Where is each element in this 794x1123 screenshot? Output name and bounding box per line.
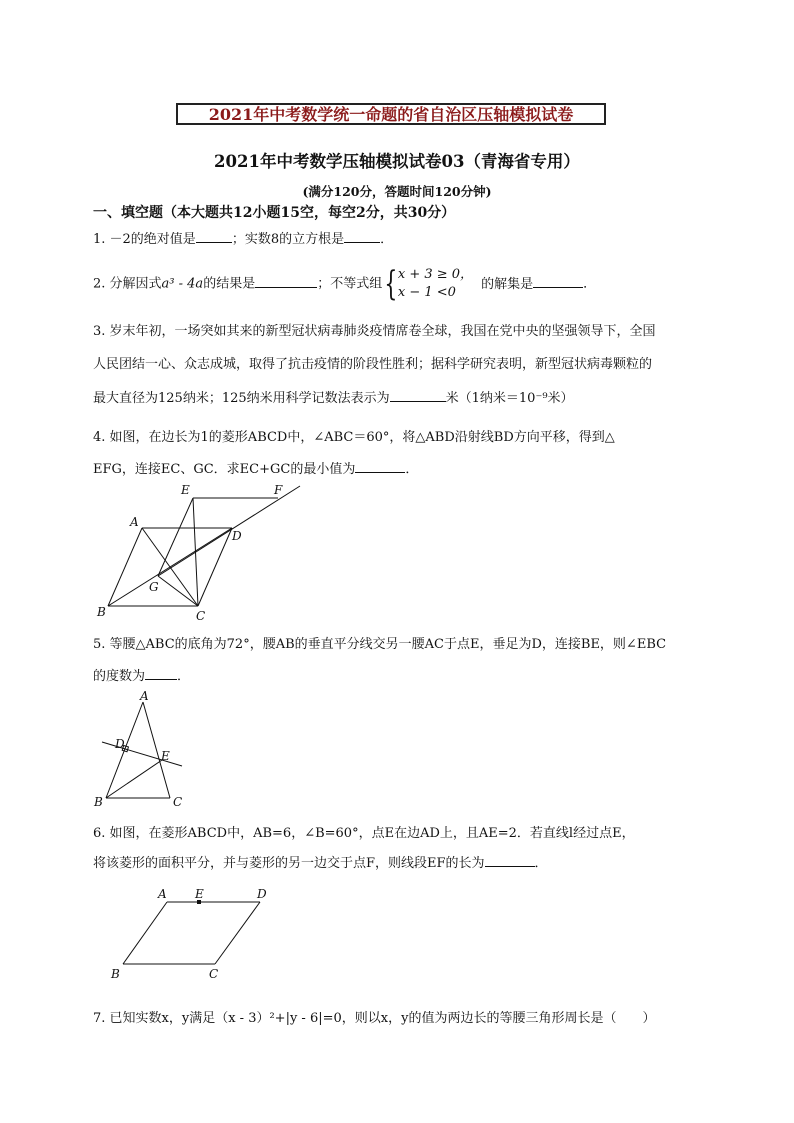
q2-text-d: 的解集是	[481, 276, 534, 292]
fig6-label-e: E	[195, 887, 204, 901]
q1-text-a: 1. －2的绝对值是	[93, 232, 196, 247]
q3-text-b: 米（1纳米＝10⁻⁹米）	[445, 391, 574, 406]
q1-blank-2[interactable]	[344, 230, 380, 243]
q2-expression: a³ - 4a	[161, 276, 204, 292]
q2-blank-1[interactable]	[255, 275, 317, 288]
fig4-label-a: A	[130, 515, 139, 529]
q1-blank-1[interactable]	[196, 230, 232, 243]
fig5-label-b: B	[94, 795, 103, 809]
fig4-label-d: D	[232, 529, 242, 543]
question-6-line-2	[93, 852, 548, 871]
q4-text-a: EFG，连接EC、GC．求EC+GC的最小值为	[93, 462, 356, 477]
figure-4-rhombus-translation	[90, 478, 320, 626]
q2-text-b: 的结果是	[203, 276, 256, 292]
fig6-label-d: D	[257, 887, 267, 901]
fig4-label-f: F	[274, 483, 283, 497]
q1-text-b: ；实数8的立方根是	[231, 232, 345, 247]
page-title: 2021年中考数学压轴模拟试卷03（青海省专用）	[214, 152, 580, 171]
fig6-label-c: C	[209, 967, 219, 981]
brace-icon: {	[384, 264, 398, 304]
inequality-2: x − 1 <0	[397, 285, 456, 300]
q4-text-b: ．	[405, 462, 419, 477]
q6-blank[interactable]	[485, 854, 535, 867]
question-6-line-1: 6. 如图，在菱形ABCD中，AB=6，∠B=60°，点E在边AD上，且AE=2．若直线l经过点E，	[93, 826, 635, 841]
fig5-label-d: D	[115, 737, 125, 751]
q1-text-c: ．	[380, 232, 394, 247]
question-7: 7. 已知实数x，y满足（x - 3）²+|y - 6|=0，则以x，y的值为两边长的等腰三角形周长是（ ）	[93, 1011, 656, 1026]
q3-text-a: 最大直径为125纳米；125纳米用科学记数法表示为	[93, 391, 390, 406]
q2-text-e: ．	[583, 276, 597, 292]
figure-5-isosceles-triangle	[88, 690, 188, 810]
question-5-line-1: 5. 等腰△ABC的底角为72°，腰AB的垂直平分线交另一腰AC于点E，垂足为D，连接BE，则∠EBC	[93, 637, 667, 652]
fig4-label-c: C	[196, 609, 206, 623]
question-4-line-1: 4. 如图，在边长为1的菱形ABCD中，∠ABC＝60°，将△ABD沿射线BD方向平移，得到△	[93, 430, 615, 445]
fig5-label-e: E	[161, 749, 170, 763]
series-banner: 2021年中考数学统一命题的省自治区压轴模拟试卷	[176, 103, 606, 125]
question-2	[93, 266, 596, 302]
figure-6-rhombus	[105, 882, 275, 984]
fig6-label-a: A	[158, 887, 167, 901]
question-3-line-1: 3. 岁末年初，一场突如其来的新型冠状病毒肺炎疫情席卷全球，我国在党中央的坚强领导下，全国	[93, 324, 656, 339]
q5-blank[interactable]	[145, 667, 177, 680]
q2-text-a: 2. 分解因式	[93, 276, 162, 292]
fig6-label-b: B	[111, 967, 120, 981]
q6-text-a: 将该菱形的面积平分，并与菱形的另一边交于点F，则线段EF的长为	[93, 856, 485, 871]
question-3-line-3	[93, 387, 574, 406]
fig5-label-a: A	[140, 690, 149, 703]
fig4-label-b: B	[97, 605, 106, 619]
q6-text-b: ．	[534, 856, 548, 871]
section-heading: 一、填空题（本大题共12小题15空，每空2分，共30分）	[93, 205, 456, 221]
question-3-line-2: 人民团结一心、众志成城，取得了抗击疫情的阶段性胜利；据科学研究表明，新型冠状病毒颗粒的	[93, 357, 653, 372]
q5-text-a: 的度数为	[93, 669, 146, 684]
q4-blank[interactable]	[355, 460, 405, 473]
inequality-1: x + 3 ≥ 0，	[397, 267, 474, 282]
fig4-label-e: E	[181, 483, 190, 497]
question-1	[93, 228, 393, 247]
inequality-system	[398, 266, 473, 302]
exam-info: (满分120分，答题时间120分钟)	[302, 184, 492, 199]
fig4-label-g: G	[149, 580, 159, 594]
question-4-line-2	[93, 458, 418, 477]
question-5-line-2	[93, 665, 190, 684]
q2-text-c: ；不等式组	[317, 276, 383, 292]
fig5-label-c: C	[173, 795, 183, 809]
q5-text-b: ．	[177, 669, 191, 684]
q3-blank[interactable]	[390, 389, 446, 402]
q2-blank-2[interactable]	[533, 275, 583, 288]
